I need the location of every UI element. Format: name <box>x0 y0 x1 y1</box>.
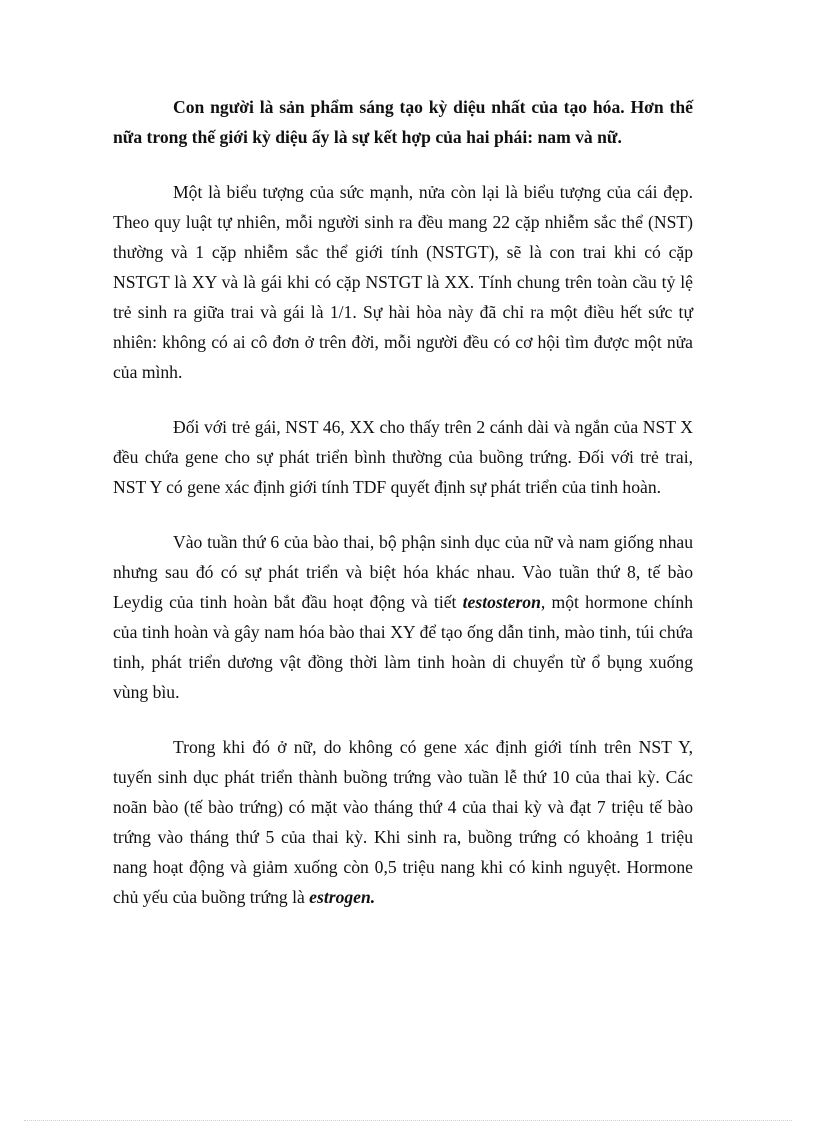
paragraph-male-development <box>113 527 693 707</box>
intro-paragraph: Con người là sản phẩm sáng tạo kỳ diệu nhất của tạo hóa. Hơn thế nữa trong thế giới kỳ diệu ấy là sự kết hợp của hai phái: nam và nữ. <box>113 97 693 147</box>
paragraph-chromosomes: Một là biểu tượng của sức mạnh, nửa còn lại là biểu tượng của cái đẹp. Theo quy luật tự nhiên, mỗi người sinh ra đều mang 22 cặp nhiễm sắc thể (NST) thường và 1 cặp nhiễm sắc thể giới tính (NSTGT), sẽ là con trai khi có cặp NSTGT là XY và là gái khi có cặp NSTGT là XX. Tính chung trên toàn cầu tỷ lệ trẻ sinh ra giữa trai và gái là 1/1. Sự hài hòa này đã chỉ ra một điều hết sức tự nhiên: không có ai cô đơn ở trên đời, mỗi người đều có cơ hội tìm được một nửa của mình. <box>113 182 693 382</box>
paragraph-male-text-end: , một hormone chính của tinh hoàn và gây nam hóa bào thai XY để tạo ống dẫn tinh, mào tinh, túi chứa tinh, phát triển dương vật đồng thời làm tinh hoàn di chuyển từ ổ bụng xuống vùng bìu. <box>113 592 693 702</box>
paragraph-female-text-end: . <box>370 887 376 907</box>
paragraph-genes: Đối với trẻ gái, NST 46, XX cho thấy trên 2 cánh dài và ngắn của NST X đều chứa gene cho sự phát triển bình thường của buồng trứng. Đối với trẻ trai, NST Y có gene xác định giới tính TDF quyết định sự phát triển của tinh hoàn. <box>113 417 693 497</box>
paragraph-female-text-start: Trong khi đó ở nữ, do không có gene xác định giới tính trên NST Y, tuyến sinh dục phát triển thành buồng trứng vào tuần lễ thứ 10 của thai kỳ. Các noãn bào (tế bào trứng) có mặt vào tháng thứ 4 của thai kỳ và đạt 7 triệu tế bào trứng vào tháng thứ 5 của thai kỳ. Khi sinh ra, buồng trứng có khoảng 1 triệu nang hoạt động và giảm xuống còn 0,5 triệu nang khi có kinh nguyệt. Hormone chủ yếu của buồng trứng là <box>113 737 693 907</box>
paragraph-female-development <box>113 732 693 912</box>
page-bottom-divider <box>24 1120 792 1121</box>
term-estrogen: estrogen <box>309 887 371 907</box>
term-testosteron: testosteron <box>462 592 541 612</box>
document-page <box>113 92 693 937</box>
paragraph-male-text-start: Vào tuần thứ 6 của bào thai, bộ phận sinh dục của nữ và nam giống nhau nhưng sau đó có sự phát triển và biệt hóa khác nhau. Vào tuần thứ 8, tế bào Leydig của tinh hoàn bắt đầu hoạt động và tiết <box>113 532 693 612</box>
